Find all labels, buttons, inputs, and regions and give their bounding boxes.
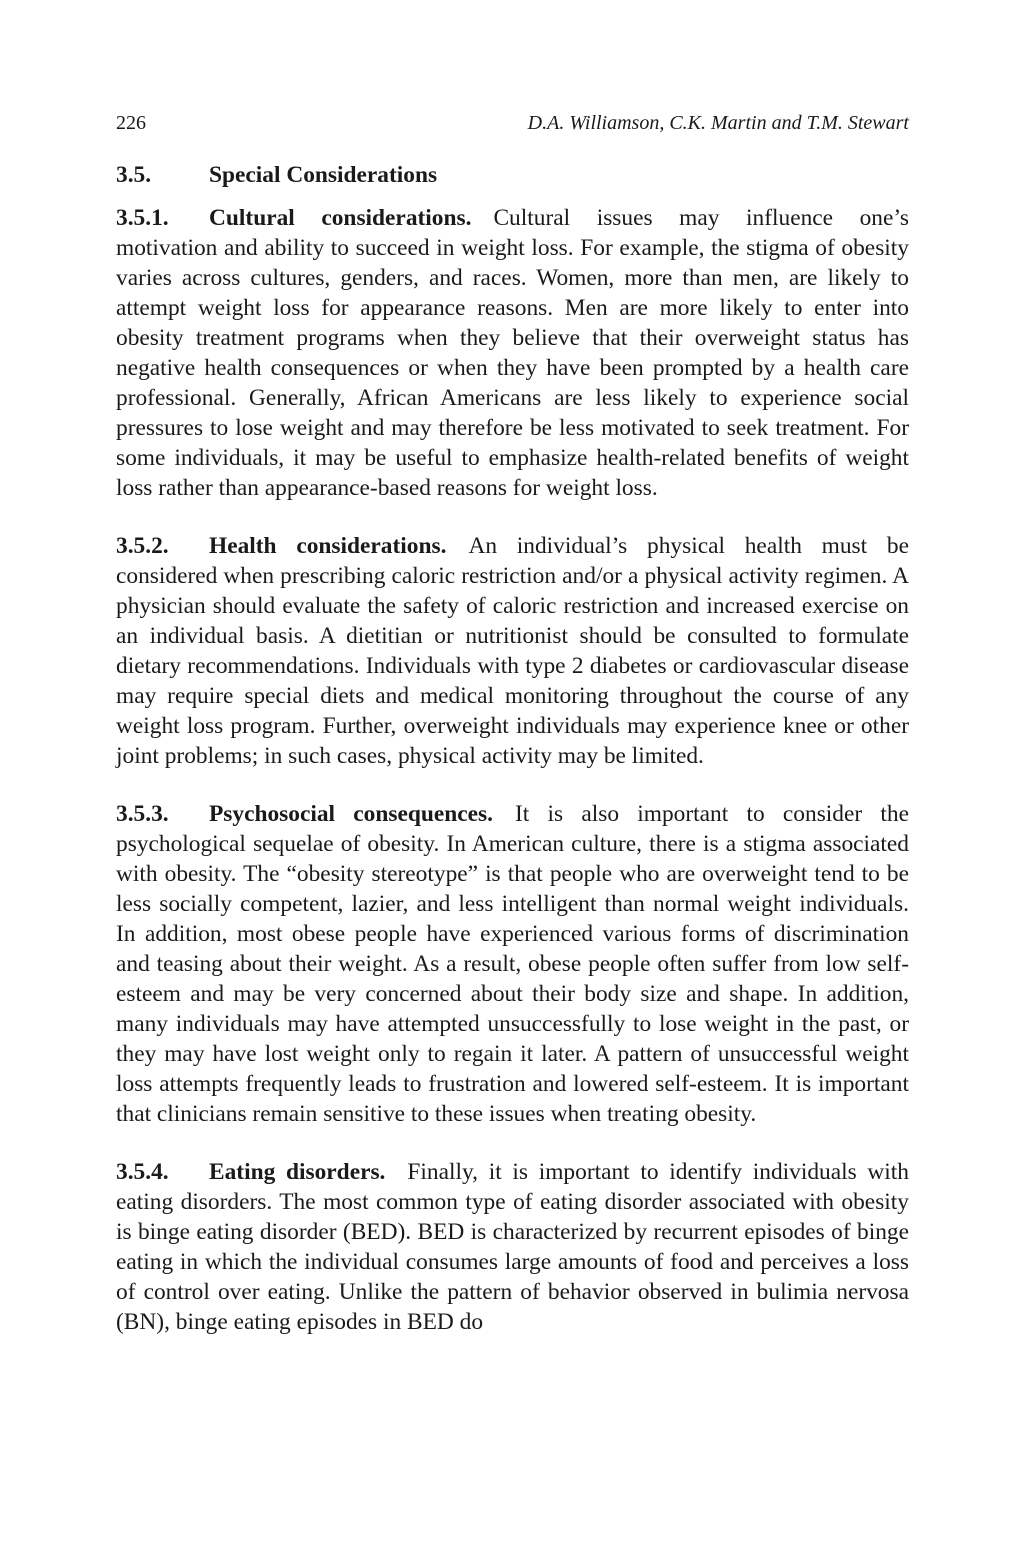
subsection-psychosocial xyxy=(116,799,909,1129)
subsection-number: 3.5.3. xyxy=(116,801,169,827)
subsection-title: Eating disorders. xyxy=(209,1159,386,1185)
subsection-title: Health considerations. xyxy=(209,533,447,559)
document-page xyxy=(116,108,909,1365)
subsection-text: An individual’s physical health must be considered when prescribing caloric restriction and/or a physical activity regimen. A physician should evaluate the safety of caloric restriction and increased exercise on an individual basis. A dietitian or nutritionist should be consulted to formulate dietary recommendations. Individuals with type 2 diabetes or cardiovascular disease may require special diets and medical monitoring throughout the course of any weight loss program. Further, overweight individuals may experience knee or other joint problems; in such cases, physical activity may be limited. xyxy=(116,533,909,769)
subsection-number: 3.5.1. xyxy=(116,205,169,231)
subsection-text: Finally, it is important to identify individuals with eating disorders. The most common type of eating disorder associated with obesity is binge eating disorder (BED). BED is characterized by recurrent episodes of binge eating in which the individual consumes large amounts of food and perceives a loss of control over eating. Unlike the pattern of behavior observed in bulimia nervosa (BN), binge eating episodes in BED do xyxy=(116,1159,909,1335)
author-line: D.A. Williamson, C.K. Martin and T.M. Stewart xyxy=(527,112,909,134)
section-number: 3.5. xyxy=(116,162,152,188)
subsection-number: 3.5.2. xyxy=(116,533,169,559)
subsection-eating-disorders xyxy=(116,1157,909,1337)
subsection-title: Cultural considerations. xyxy=(209,205,472,231)
running-head xyxy=(116,108,909,138)
section-title: Special Considerations xyxy=(209,162,438,188)
subsection-cultural xyxy=(116,203,909,503)
subsection-number: 3.5.4. xyxy=(116,1159,169,1185)
subsection-title: Psychosocial consequences. xyxy=(209,801,493,827)
subsection-health xyxy=(116,531,909,771)
subsection-text: Cultural issues may influence one’s motivation and ability to succeed in weight loss. For example, the stigma of obesity varies across cultures, genders, and races. Women, more than men, are likely to attempt weight loss for appearance reasons. Men are more likely to enter into obesity treatment programs when they believe that their overweight status has negative health consequences or when they have been prompted by a health care professional. Generally, African Americans are less likely to experience social pressures to lose weight and may therefore be less motivated to seek treatment. For some individuals, it may be useful to emphasize health-related benefits of weight loss rather than appearance-based reasons for weight loss. xyxy=(116,205,909,501)
section-heading xyxy=(116,160,909,190)
page-number: 226 xyxy=(116,112,146,134)
subsection-text: It is also important to consider the psychological sequelae of obesity. In American culture, there is a stigma associated with obesity. The “obesity stereotype” is that people who are overweight tend to be less socially competent, lazier, and less intelligent than normal weight individuals. In addition, most obese people have experienced various forms of discrimination and teasing about their weight. As a result, obese people often suffer from low self-esteem and may be very concerned about their body size and shape. In addition, many individuals may have attempted unsuccessfully to lose weight in the past, or they may have lost weight only to regain it later. A pattern of unsuccessful weight loss attempts frequently leads to frustration and lowered self-esteem. It is important that clinicians remain sensitive to these issues when treating obesity. xyxy=(116,801,909,1127)
